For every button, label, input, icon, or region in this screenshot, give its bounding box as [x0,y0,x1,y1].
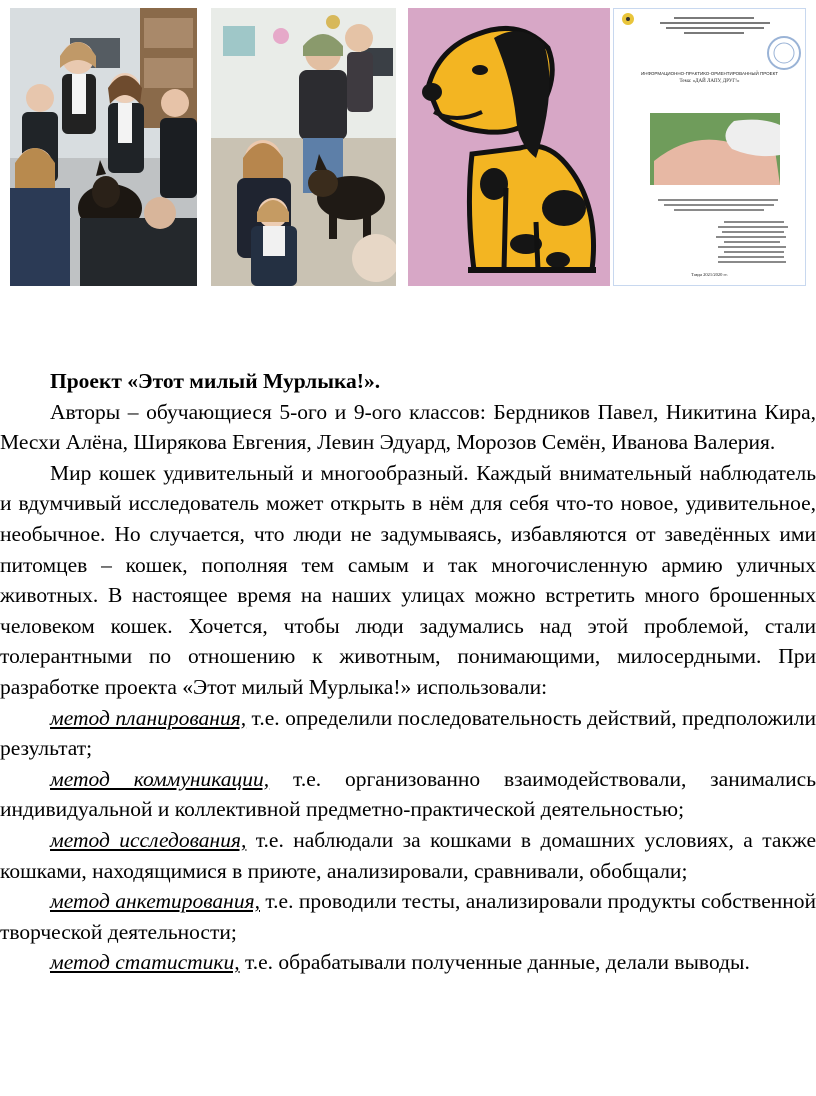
method-statistics [0,947,816,978]
dog-painting [408,8,610,286]
intro-paragraph: Мир кошек удивительный и многообразный. Каждый внимательный наблюдатель и вдумчивый исследователь может открыть в нём для себя что-то новое, удивительное, необычное. Но случается, что люди не задумываясь, избавляются от заведённых ими питомцев – кошек, пополняя тем самым и так многочисленную армию уличных животных. В настоящее время на наших улицах можно встретить много брошенных человеком кошек. Хочется, чтобы люди задумались над этой проблемой, стали толерантными по отношению к животным, понимающими, милосердными. При разработке проекта «Этот милый Мурлыка!» использовали: [0,460,816,699]
photo-strip [10,8,806,286]
students-with-dog-photo [10,8,197,286]
article-title: Проект «Этот милый Мурлыка!». [50,369,381,393]
method-research [0,825,816,886]
method-name: метод анкетирования, [50,889,260,914]
method-name: метод коммуникации, [50,766,270,791]
cover-topic: Тема: «ДАЙ ЛАПУ, ДРУГ!» [679,79,740,84]
students-petting-dog-photo [211,8,396,286]
method-survey [0,886,816,947]
method-description: т.е. определили последовательность действий, предположили результат; [0,705,816,761]
method-description: т.е. организованно взаимодействовали, занимались индивидуальной и коллективной предметно-практической деятельностью; [0,766,816,822]
method-name: метод исследования, [50,827,247,852]
method-communication [0,764,816,825]
method-description: т.е. наблюдали за кошками в домашних условиях, а также кошками, находящимися в приюте, анализировали, сравнивали, обобщали; [0,827,816,883]
article [0,366,816,978]
cover-heading: ИНФОРМАЦИОННО-ПРАКТИКО-ОРИЕНТИРОВАННЫЙ ПРОЕКТ [641,71,778,76]
method-description: т.е. проводили тесты, анализировали продукты собственной творческой деятельности; [0,889,816,944]
cover-year: Тавда 2021/2020 гг. [691,272,728,277]
method-name: метод статистики, [50,950,240,975]
project-cover-page-thumbnail [613,8,806,286]
method-description: т.е. обрабатывали полученные данные, делали выводы. [239,950,750,975]
method-name: метод планирования, [50,705,247,730]
method-planning [0,703,816,764]
authors-paragraph: Авторы – обучающиеся 5-ого и 9-ого классов: Бердников Павел, Никитина Кира, Месхи Алёна, Ширякова Евгения, Левин Эдуард, Морозов Семён, Иванова Валерия. [0,399,816,455]
